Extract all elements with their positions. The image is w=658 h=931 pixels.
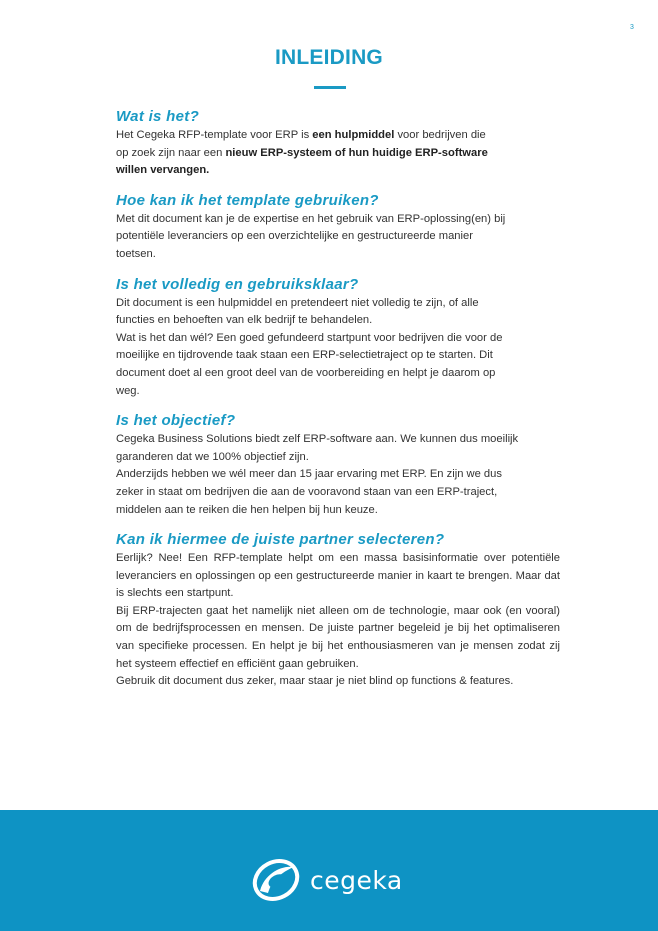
body-text: op zoek zijn naar een xyxy=(116,146,226,159)
body-text: Dit document is een hulpmiddel en pretendeert niet volledig te zijn, of alle xyxy=(116,296,479,309)
title-underline xyxy=(314,86,346,89)
body-text: document doet al een groot deel van de voorbereiding en helpt je daarom op xyxy=(116,366,496,379)
section-paragraph xyxy=(116,127,560,180)
section-paragraph xyxy=(116,431,560,519)
section-paragraph xyxy=(116,211,560,264)
cegeka-logo[interactable] xyxy=(250,857,403,903)
section xyxy=(116,107,560,180)
section-heading: Wat is het? xyxy=(116,108,200,125)
body-text: voor bedrijven die xyxy=(394,129,486,141)
section xyxy=(116,411,560,519)
section-heading: Is het objectief? xyxy=(116,412,236,430)
page-number: 3 xyxy=(630,24,634,31)
body-text: Het Cegeka RFP-template voor ERP is xyxy=(116,129,313,141)
bold-text: een hulpmiddel xyxy=(312,129,395,141)
footer-banner xyxy=(0,810,658,931)
cegeka-swirl-icon xyxy=(250,857,302,903)
body-text: zeker in staat om bedrijven die aan de vooravond staan van een ERP-traject, xyxy=(116,485,498,498)
body-text: Anderzijds hebben we wél meer dan 15 jaar ervaring met ERP. En zijn we dus xyxy=(116,468,502,481)
section-paragraph xyxy=(116,550,560,691)
body-text: garanderen dat we 100% objectief zijn. xyxy=(116,450,309,463)
page-title: INLEIDING xyxy=(275,46,383,69)
body-text: Wat is het dan wél? Een goed gefundeerd startpunt voor bedrijven die voor de xyxy=(116,331,503,344)
body-text: functies en behoeften van elk bedrijf te behandelen. xyxy=(116,314,373,327)
body-text: toetsen. xyxy=(116,247,156,260)
body-text: Gebruik dit document dus zeker, maar staar je niet blind op functions & features. xyxy=(116,675,514,688)
body-text: middelen aan te reiken die hen helpen bij hun keuze. xyxy=(116,503,378,516)
section xyxy=(116,191,560,264)
body-text: moeilijke en tijdrovende taak staan een ERP-selectietraject op te starten. Dit xyxy=(116,349,493,362)
body-text: Eerlijk? Nee! Een RFP-template helpt om een massa basisinformatie over potentiële leveranciers en oplossingen op een gestructureerde manier in kaart te brengen. Maar dat is slechts een startpunt. xyxy=(116,552,560,600)
body-text: Bij ERP-trajecten gaat het namelijk niet alleen om de technologie, maar ook (en vooral) om de bedrijfsprocessen en mensen. De juiste partner begeleid je bij het optimaliseren van specifieke processen. En helpt je bij het enthousiasmeren van je mensen zodat zij het systeem effectief en efficiënt gaan gebruiken. xyxy=(116,604,560,670)
body-text: Cegeka Business Solutions biedt zelf ERP-software aan. We kunnen dus moeilijk xyxy=(116,433,519,446)
body-text: potentiële leveranciers op een overzichtelijke en gestructureerde manier xyxy=(116,230,473,243)
body-text: weg. xyxy=(116,384,140,397)
bold-text: willen vervangen. xyxy=(116,164,210,177)
brand-name: cegeka xyxy=(310,865,403,895)
bold-text: nieuw ERP-systeem of hun huidige ERP-software xyxy=(225,146,488,159)
section-heading: Kan ik hiermee de juiste partner selecteren? xyxy=(116,531,445,549)
section xyxy=(116,530,560,691)
section-heading: Is het volledig en gebruiksklaar? xyxy=(116,275,359,293)
body-text: Met dit document kan je de expertise en het gebruik van ERP-oplossing(en) bij xyxy=(116,212,506,225)
section-paragraph xyxy=(116,295,560,401)
section xyxy=(116,275,560,401)
document-body xyxy=(116,107,560,702)
section-heading: Hoe kan ik het template gebruiken? xyxy=(116,191,379,209)
